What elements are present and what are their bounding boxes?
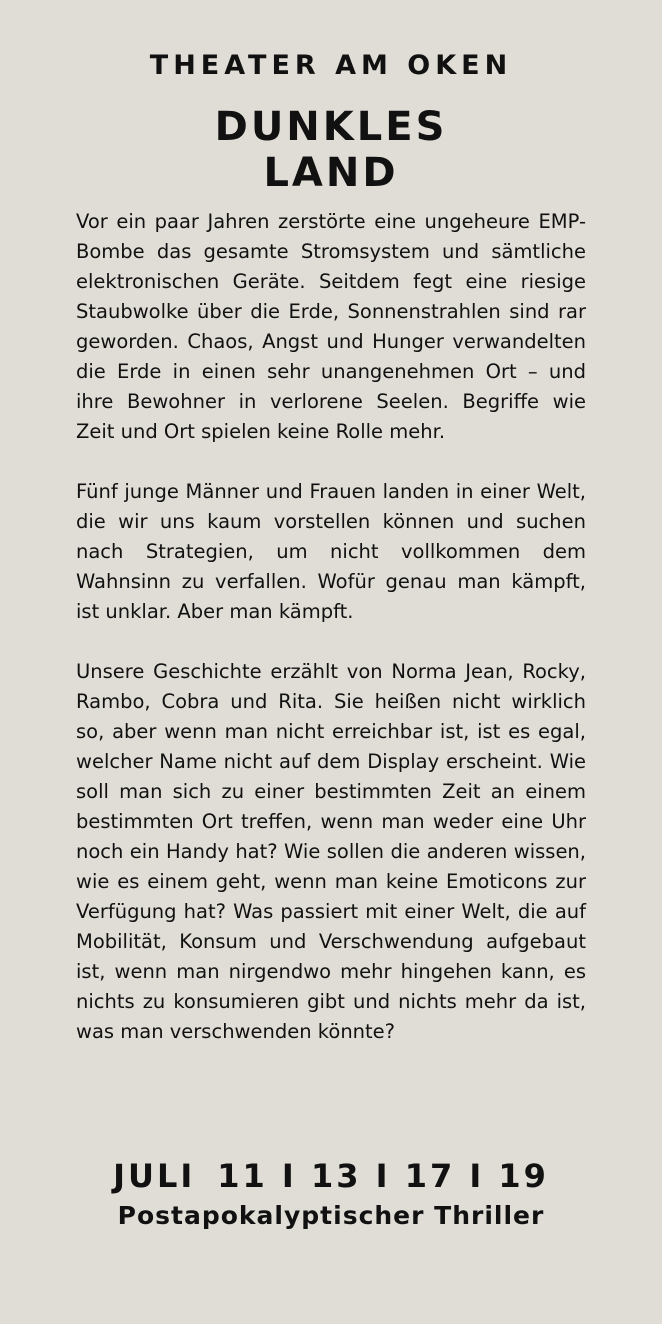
synopsis-paragraph-1: Vor ein paar Jahren zerstörte eine ungeheure EMP-Bombe das gesamte Stromsystem und sämtliche elektronischen Geräte. Seitdem fegt eine riesige Staubwolke über die Erde, Sonnenstrahlen sind rar geworden. Chaos, Angst und Hunger verwandelten die Erde in einen sehr unangenehmen Ort – und ihre Bewohner in verlorene Seelen. Begriffe wie Zeit und Ort spielen keine Rolle mehr. <box>76 210 586 443</box>
synopsis <box>76 207 586 1047</box>
synopsis-paragraph-3: Unsere Geschichte erzählt von Norma Jean, Rocky, Rambo, Cobra und Rita. Sie heißen nicht wirklich so, aber wenn man nicht erreichbar ist, ist es egal, welcher Name nicht auf dem Display erscheint. Wie soll man sich zu einer bestimmten Zeit an einem bestimmten Ort treffen, wenn man weder eine Uhr noch ein Handy hat? Wie sollen die anderen wissen, wie es einem geht, wenn man keine Emoticons zur Verfügung hat? Was passiert mit einer Welt, die auf Mobilität, Konsum und Verschwendung aufgebaut ist, wenn man nirgendwo mehr hingehen kann, es nichts zu konsumieren gibt und nichts mehr da ist, was man verschwenden könnte? <box>76 660 586 1043</box>
play-title <box>0 104 662 196</box>
performance-dates <box>0 1156 662 1196</box>
synopsis-paragraph-2: Fünf junge Männer und Frauen landen in einer Welt, die wir uns kaum vorstellen können und suchen nach Strategien, um nicht vollkommen dem Wahnsinn zu verfallen. Wofür genau man kämpft, ist unklar. Aber man kämpft. <box>76 480 586 623</box>
performance-days: 11 I 13 I 17 I 19 <box>217 1157 549 1195</box>
performance-month: JULI <box>113 1157 196 1195</box>
play-title-line-1: DUNKLES <box>214 104 448 150</box>
play-title-line-2: LAND <box>263 150 399 196</box>
theater-name: THEATER AM OKEN <box>149 50 513 81</box>
genre-label: Postapokalyptischer Thriller <box>117 1201 545 1230</box>
